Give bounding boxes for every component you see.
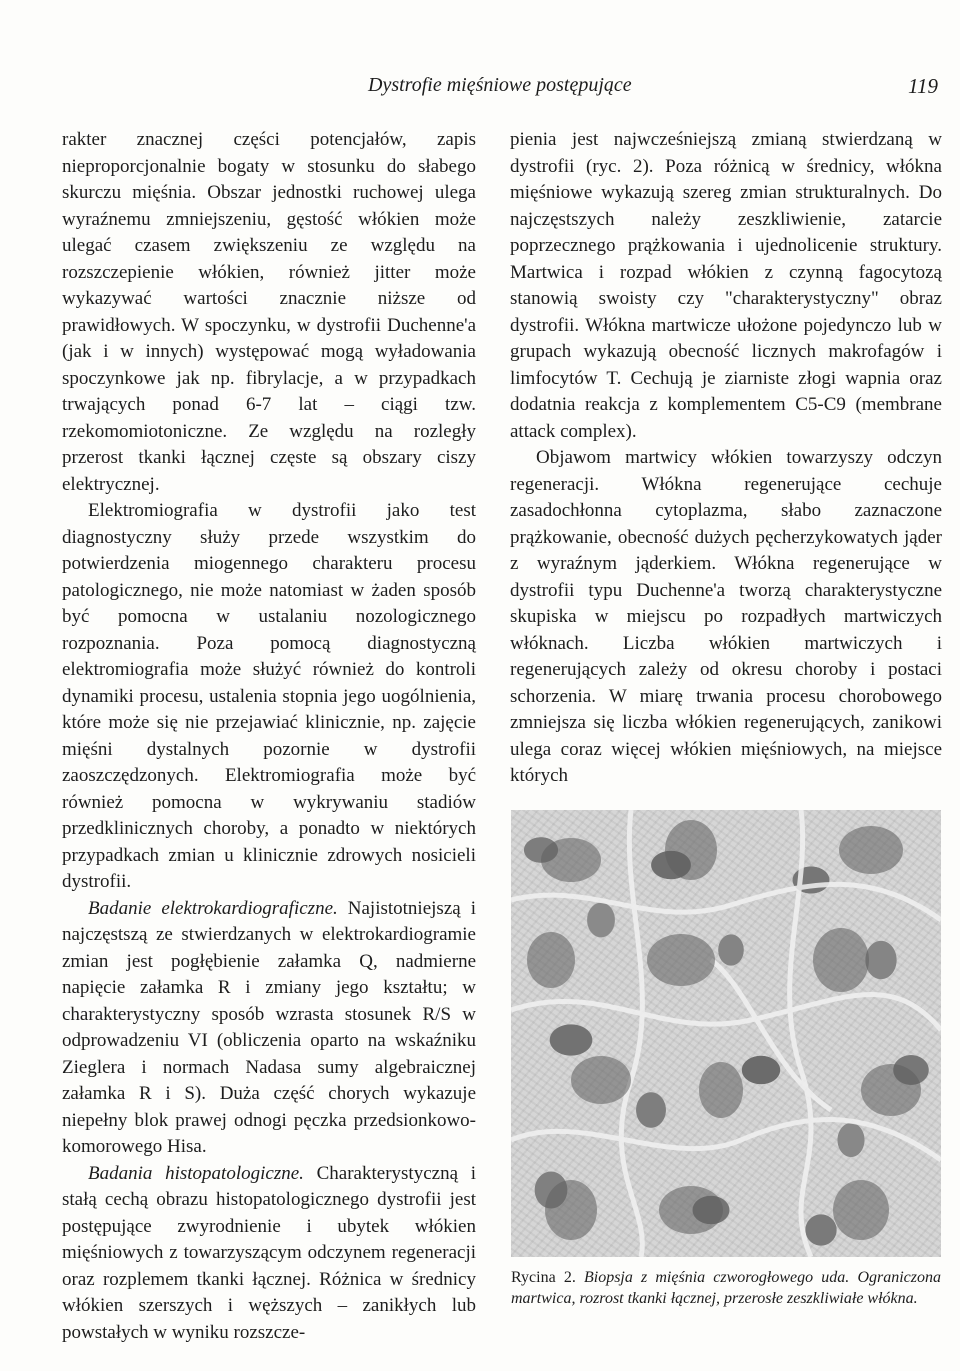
histology-figure — [511, 810, 941, 1257]
paragraph — [62, 1161, 476, 1347]
section-lead: Badanie elektrokardiograficzne. — [88, 897, 338, 919]
muscle-biopsy-image — [511, 810, 941, 1257]
caption-label: Rycina 2. — [511, 1269, 576, 1286]
paragraph: Elektromiografia w dystrofii jako test diagnostyczny służy przede wszystkim do potwierdzenia miogennego charakteru procesu patologicznego, nie może natomiast w żaden sposób być pomocna w ustalaniu nozologicznego rozpoznania. Poza pomocą diagnostyczną elektromiografia może służyć również do kontroli dynamiki procesu, ustalenia stopnia jego uogólnienia, które może się nie przejawiać klinicznie, np. zajęcie mięśni dystalnych pozornie w dystrofii zaoszczędzonych. Elektromiografia może być również pomocna w wykrywaniu stadiów przedklinicznych choroby, a ponadto w niektórych przypadkach zmian u klinicznie zdrowych nosicieli dystrofii. — [62, 500, 476, 892]
left-column — [62, 127, 476, 1346]
section-lead: Badania histopatologiczne. — [88, 1162, 304, 1184]
page-header — [0, 74, 960, 104]
right-column — [510, 127, 942, 790]
paragraph: Objawom martwicy włókien towarzyszy odczyn regeneracji. Włókna regenerujące cechuje zasadochłonna cytoplazma, słabo zaznaczone prążkowanie, obecność dużych pęcherzykowatych jąder z wyraźnym jąderkiem. Włókna regenerujące w dystrofii typu Duchenne'a tworzą charakterystyczne skupiska w miejscu po rozpadłych martwiczych włóknach. Liczba włókien martwiczych i regenerujących zależy od okresu choroby i postaci schorzenia. W miarę trwania procesu chorobowego zmniejsza się liczba włókien regenerujących, zanikowi ulega coraz więcej włókien mięśniowych, na miejsce których — [510, 447, 942, 786]
page-number: 119 — [908, 74, 938, 98]
paragraph-text: Charakterystyczną i stałą cechą obrazu histopatologicznego dystrofii jest postępujące zwyrodnienie i ubytek włókien mięśniowych z towarzyszącym odczynem regeneracji oraz rozplemem tkanki łącznej. Różnica w średnicy włókien szerszych i węższych – zanikłych lub powstałych w wyniku rozszcze- — [62, 1162, 476, 1343]
paragraph-text: Najistotniejszą i najczęstszą ze stwierdzanych w elektrokardiogramie zmian jest pogłębienie załamka Q, nadmierne napięcie załamka R i zmiany jego kształtu; w charakterystyczny sposób wzrasta stosunek R/S w odprowadzeniu VI (obliczenia oparto na wskaźniku Zieglera i normach Nadasa sumy algebraicznej załamka R i S). Duża część chorych wykazuje niepełny blok prawej odnogi pęczka przedsionkowo-komorowego Hisa. — [62, 897, 476, 1157]
paragraph: pienia jest najwcześniejszą zmianą stwierdzaną w dystrofii (ryc. 2). Poza różnicą w średnicy, włókna mięśniowe wykazują szereg zmian strukturalnych. Do najczęstszych należy zeszkliwienie, zatarcie poprzecznego prążkowania i ujednolicenie struktury. Martwica i rozpad włókien z czynną fagocytozą stanowią swoisty czy "charakterystyczny" obraz dystrofii. Włókna martwicze ułożone pojedynczo lub w grupach wykazują obecność licznych makrofagów i limfocytów T. Cechują je ziarniste złogi wapnia oraz dodatnia reakcja z komplementem C5-C9 (membrane attack complex). — [510, 129, 942, 442]
running-title: Dystrofie mięśniowe postępujące — [368, 74, 632, 96]
paragraph — [62, 896, 476, 1161]
paragraph: rakter znacznej części potencjałów, zapis nieproporcjonalnie bogaty w stosunku do słabego skurczu mięśnia. Obszar jednostki ruchowej ulega wyraźnemu zmniejszeniu, gęstość włókien może ulegać czasem zwiększeniu ze względu na rozszczepienie włókien, również jitter może wykazywać wartości znacznie niższe od prawidłowych. W spoczynku, w dystrofii Duchenne'a (jak i w innych) występować mogą wyładowania spoczynkowe jak np. fibrylacje, a w przypadkach trwających ponad 6-7 lat – ciągi tzw. rzekomomiotoniczne. Ze względu na rozległy przerost tkanki łącznej częste są obszary ciszy elektrycznej. — [62, 129, 476, 495]
figure-caption — [511, 1267, 941, 1309]
caption-text: Biopsja z mięśnia czworogłowego uda. Ograniczona martwica, rozrost tkanki łącznej, przerosłe zeszkliwiałe włókna. — [511, 1269, 941, 1307]
